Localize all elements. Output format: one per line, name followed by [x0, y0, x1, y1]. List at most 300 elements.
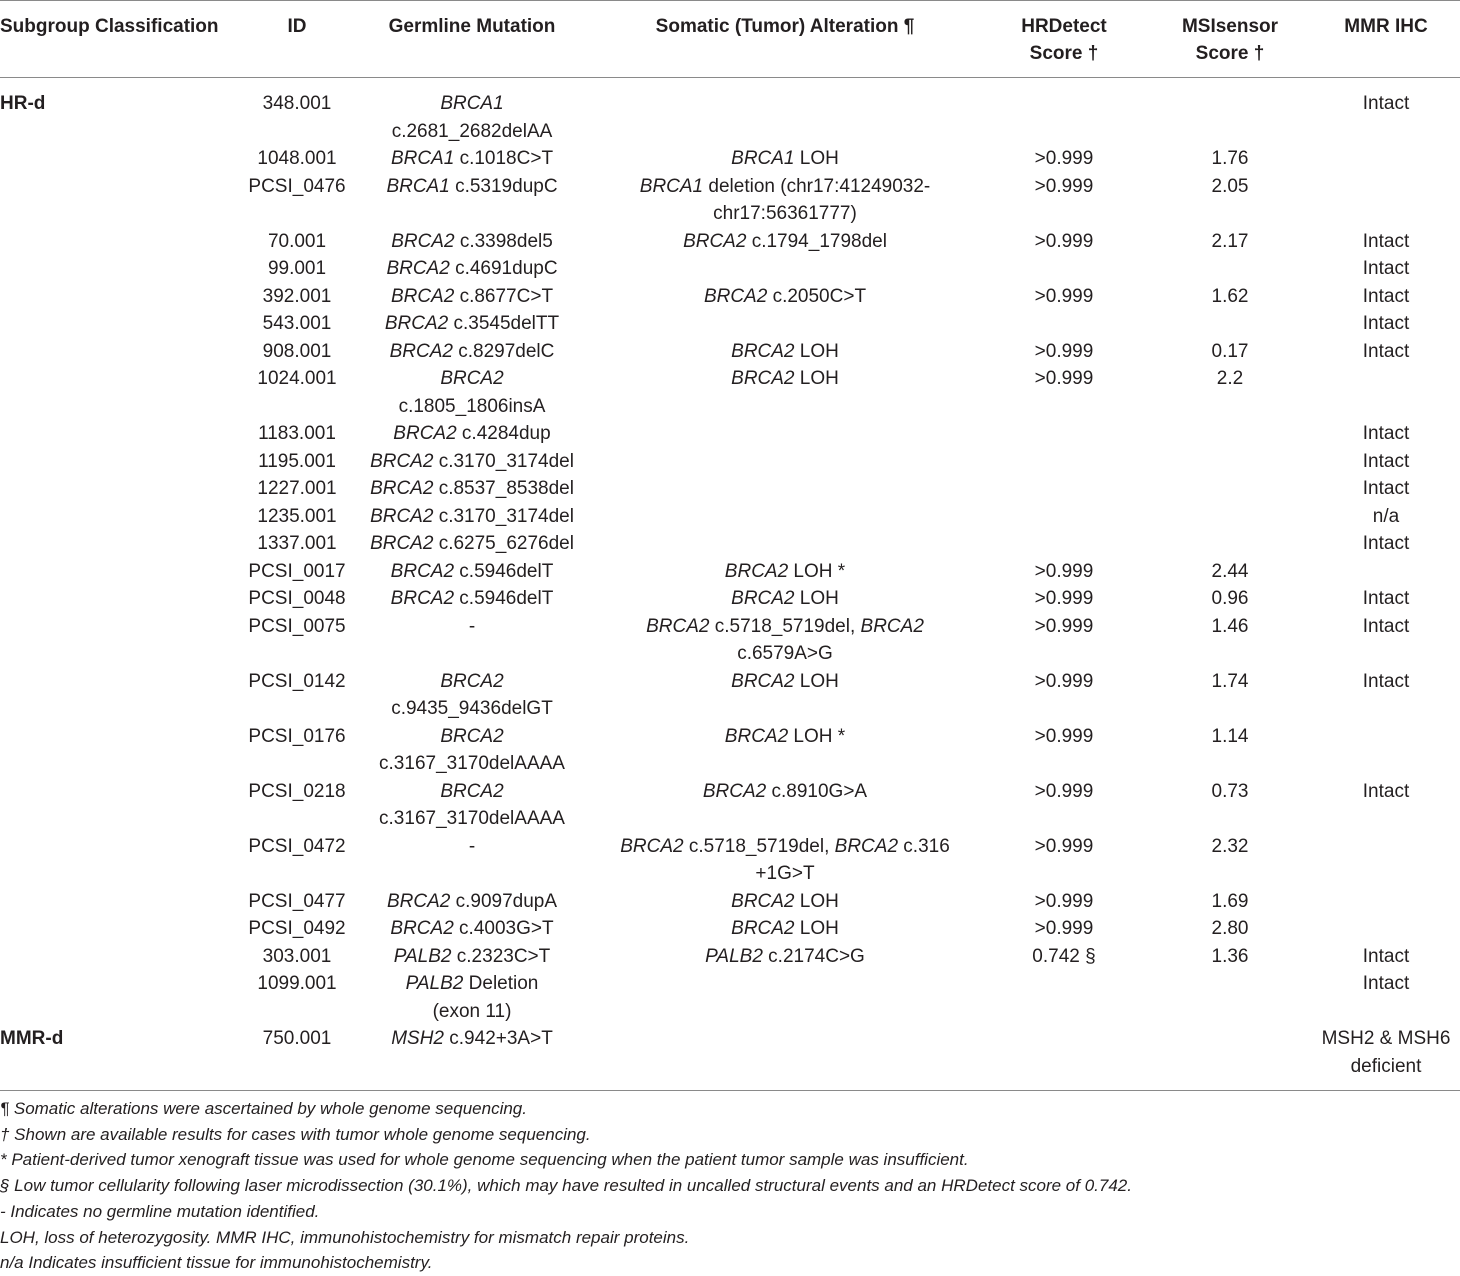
somatic-cell — [590, 888, 980, 916]
mmr-ihc-cell — [1312, 338, 1460, 366]
variant-text: c.2681_2682delAA — [391, 120, 553, 142]
id-cell: PCSI_0048 — [248, 588, 346, 609]
variant-text: LOH — [794, 148, 839, 169]
subgroup-cell — [0, 310, 240, 338]
variant-text: c.2174C>G — [762, 945, 865, 967]
hrdetect-cell: >0.999 — [1034, 835, 1094, 857]
hrdetect-cell — [980, 970, 1148, 1025]
variant-text: Deletion — [463, 973, 539, 994]
subgroup-cell — [0, 228, 240, 256]
germline-cell — [354, 255, 590, 283]
somatic-cell — [590, 613, 980, 668]
table-row — [0, 833, 1460, 888]
footnote: * Patient-derived tumor xenograft tissue was used for whole genome sequencing when the patient tumor sample was insufficient. — [0, 1150, 969, 1170]
header-msisensor — [1148, 1, 1312, 78]
mmr-ihc-cell — [1312, 778, 1460, 833]
hrdetect-cell: >0.999 — [1034, 340, 1094, 362]
table-row — [0, 228, 1460, 256]
gene-name: BRCA2 — [440, 670, 504, 692]
cell-line: Intact — [1362, 93, 1410, 114]
gene-name: BRCA2 — [724, 560, 789, 582]
cell-line — [354, 228, 590, 256]
gene-name: BRCA2 — [703, 285, 768, 307]
table-row — [0, 558, 1460, 586]
gene-name: BRCA2 — [390, 588, 455, 609]
gene-name: BRCA2 — [731, 340, 795, 362]
msisensor-cell: 0.96 — [1211, 588, 1249, 609]
germline-cell — [354, 558, 590, 586]
variant-text: LOH — [794, 890, 839, 912]
msisensor-cell: 2.17 — [1211, 230, 1249, 252]
subgroup-cell — [0, 530, 240, 558]
gene-name: BRCA2 — [390, 285, 455, 307]
mmr-ihc-cell — [1312, 970, 1460, 1025]
somatic-cell — [590, 283, 980, 311]
table-row — [0, 778, 1460, 833]
cell-line — [590, 228, 980, 256]
gene-name: BRCA2 — [731, 890, 795, 912]
variant-text: LOH * — [788, 725, 846, 747]
germline-cell — [354, 420, 590, 448]
footnotes — [0, 1096, 1460, 1276]
table-row — [0, 145, 1460, 173]
table-row — [0, 255, 1460, 283]
gene-name: BRCA1 — [390, 148, 455, 169]
subgroup-cell — [0, 255, 240, 283]
cell-line — [354, 778, 590, 806]
hrdetect-cell: >0.999 — [1034, 175, 1094, 197]
cell-line — [354, 943, 590, 971]
variant-text: c.8297delC — [452, 340, 555, 362]
gene-name: BRCA2 — [370, 450, 434, 472]
id-cell: PCSI_0142 — [248, 670, 346, 692]
header-line: Subgroup Classification — [0, 16, 219, 37]
hrdetect-cell: >0.999 — [1034, 670, 1094, 692]
gene-name: BRCA1 — [731, 148, 795, 169]
msisensor-cell: 0.17 — [1211, 340, 1249, 362]
gene-name: BRCA2 — [390, 918, 454, 939]
mmr-ihc-cell — [1312, 145, 1460, 173]
mmr-ihc-cell — [1312, 310, 1460, 338]
mmr-ihc-cell — [1312, 833, 1460, 888]
cell-line — [354, 145, 590, 173]
cell-line — [354, 695, 590, 723]
gene-name: PALB2 — [705, 945, 763, 967]
cell-line — [354, 255, 590, 283]
gene-name: BRCA2 — [731, 368, 795, 389]
cell-line — [590, 860, 980, 888]
gene-name: BRCA2 — [391, 230, 455, 252]
variant-text: c.1805_1806insA — [398, 395, 546, 417]
header-line: Score † — [1029, 43, 1099, 64]
gene-name: BRCA1 — [639, 175, 704, 197]
somatic-cell — [590, 1025, 980, 1091]
table-row — [0, 585, 1460, 613]
cell-line — [354, 585, 590, 613]
cell-line: Intact — [1362, 258, 1410, 279]
cell-line — [354, 420, 590, 448]
hrdetect-cell: >0.999 — [1034, 780, 1094, 802]
cell-line — [354, 998, 590, 1026]
variant-text: c.8677C>T — [454, 285, 554, 307]
variant-text: deletion (chr17:41249032- — [703, 175, 931, 197]
germline-cell — [354, 173, 590, 228]
id-cell: 70.001 — [267, 230, 327, 252]
cell-line — [354, 283, 590, 311]
cell-line: Intact — [1362, 533, 1410, 554]
hrdetect-cell — [980, 255, 1148, 283]
gene-name: BRCA2 — [390, 560, 455, 582]
subgroup-cell — [0, 420, 240, 448]
id-cell: 1337.001 — [257, 533, 337, 554]
subgroup-cell — [0, 943, 240, 971]
somatic-cell — [590, 255, 980, 283]
hrdetect-cell — [980, 503, 1148, 531]
cell-line — [590, 723, 980, 751]
msisensor-cell: 2.80 — [1211, 918, 1249, 939]
germline-cell — [354, 723, 590, 778]
id-cell: PCSI_0176 — [248, 725, 346, 747]
msisensor-cell: 2.44 — [1211, 560, 1249, 582]
gene-name: BRCA2 — [731, 588, 795, 609]
msisensor-cell — [1148, 530, 1312, 558]
variant-text: LOH — [794, 368, 839, 389]
somatic-cell — [590, 833, 980, 888]
gene-name: PALB2 — [393, 945, 452, 967]
cell-line — [354, 90, 590, 118]
header-mmr-ihc — [1312, 1, 1460, 78]
table-row — [0, 530, 1460, 558]
hrdetect-cell — [980, 78, 1148, 146]
somatic-cell — [590, 558, 980, 586]
subgroup-cell — [0, 723, 240, 778]
mmr-ihc-cell — [1312, 585, 1460, 613]
cell-line: deficient — [1350, 1055, 1422, 1077]
subgroup-cell — [0, 668, 240, 723]
variant-text: c.5946delT — [454, 560, 554, 582]
germline-cell — [354, 530, 590, 558]
id-cell: 392.001 — [262, 285, 332, 307]
cell-line — [590, 558, 980, 586]
subgroup-cell: HR-d — [0, 93, 46, 114]
id-cell: 1024.001 — [257, 368, 337, 389]
variant-text: c.942+3A>T — [444, 1028, 553, 1049]
variant-text: c.1018C>T — [454, 148, 554, 169]
id-cell: 750.001 — [262, 1028, 332, 1049]
header-line: MMR IHC — [1344, 16, 1428, 37]
somatic-cell — [590, 78, 980, 146]
header-hrdetect — [980, 1, 1148, 78]
header-line: Germline Mutation — [388, 16, 556, 37]
variant-text: c.316 — [898, 835, 950, 857]
msisensor-cell — [1148, 310, 1312, 338]
gene-name: BRCA2 — [389, 340, 453, 362]
msisensor-cell — [1148, 448, 1312, 476]
somatic-cell — [590, 145, 980, 173]
gene-name: BRCA2 — [731, 918, 795, 939]
header-germline — [354, 1, 590, 78]
subgroup-cell — [0, 448, 240, 476]
cell-line — [590, 888, 980, 916]
msisensor-cell: 2.05 — [1211, 175, 1249, 197]
msisensor-cell: 2.32 — [1211, 835, 1249, 857]
msisensor-cell: 1.14 — [1211, 725, 1249, 747]
cell-line: Intact — [1362, 230, 1410, 252]
cell-line — [590, 173, 980, 201]
msisensor-cell — [1148, 78, 1312, 146]
variant-text: chr17:56361777) — [713, 203, 857, 224]
variant-text: c.9435_9436delGT — [391, 698, 553, 719]
cell-line — [590, 668, 980, 696]
msisensor-cell: 0.73 — [1211, 780, 1249, 802]
hrdetect-cell — [980, 310, 1148, 338]
variant-text: c.5319dupC — [449, 175, 558, 197]
subgroup-cell — [0, 613, 240, 668]
subgroup-cell — [0, 558, 240, 586]
footnote: ¶ Somatic alterations were ascertained by whole genome sequencing. — [0, 1099, 527, 1118]
msisensor-cell: 1.62 — [1211, 285, 1249, 307]
hrdetect-cell — [980, 448, 1148, 476]
cell-line — [354, 613, 590, 641]
header-line: MSIsensor — [1181, 16, 1279, 37]
cell-line — [590, 915, 980, 943]
variant-text: c.8910G>A — [766, 780, 868, 802]
table-row — [0, 915, 1460, 943]
hrdetect-cell — [980, 420, 1148, 448]
gene-name: PALB2 — [405, 973, 464, 994]
mmr-ihc-cell — [1312, 365, 1460, 420]
cell-line: Intact — [1362, 973, 1410, 994]
hrdetect-cell: >0.999 — [1034, 725, 1094, 747]
cell-line: MSH2 & MSH6 — [1321, 1028, 1451, 1049]
germline-cell — [354, 778, 590, 833]
msisensor-cell: 1.46 — [1211, 615, 1249, 637]
subgroup-cell — [0, 585, 240, 613]
id-cell: 1227.001 — [257, 478, 337, 499]
hrdetect-cell: >0.999 — [1034, 148, 1094, 169]
variant-text: LOH — [794, 340, 839, 362]
germline-cell — [354, 283, 590, 311]
germline-cell — [354, 668, 590, 723]
gene-name: BRCA2 — [834, 835, 899, 857]
variant-text: c.5718_5719del, — [683, 835, 835, 857]
cell-line — [354, 448, 590, 476]
gene-name: BRCA2 — [702, 780, 767, 802]
subgroup-cell: MMR-d — [0, 1028, 64, 1049]
mmr-ihc-cell — [1312, 420, 1460, 448]
cell-line: Intact — [1362, 450, 1410, 472]
germline-cell — [354, 915, 590, 943]
germline-cell — [354, 970, 590, 1025]
variant-text: c.3170_3174del — [433, 505, 574, 527]
cell-line — [354, 310, 590, 338]
table-body — [0, 78, 1460, 1091]
subgroup-cell — [0, 970, 240, 1025]
somatic-cell — [590, 420, 980, 448]
gene-name: BRCA2 — [683, 230, 747, 252]
cell-line — [354, 750, 590, 778]
table-row — [0, 613, 1460, 668]
germline-cell — [354, 145, 590, 173]
variant-text: +1G>T — [755, 863, 815, 884]
table-row — [0, 448, 1460, 476]
table-row — [0, 668, 1460, 723]
table-row — [0, 723, 1460, 778]
hrdetect-cell: >0.999 — [1034, 918, 1094, 939]
germline-cell — [354, 888, 590, 916]
hrdetect-cell — [980, 530, 1148, 558]
table-row — [0, 173, 1460, 228]
cell-line — [354, 668, 590, 696]
gene-name: BRCA2 — [370, 478, 434, 499]
somatic-cell — [590, 970, 980, 1025]
gene-name: BRCA2 — [731, 670, 795, 692]
hrdetect-cell: 0.742 § — [1032, 945, 1096, 967]
mmr-ihc-cell — [1312, 475, 1460, 503]
somatic-cell — [590, 530, 980, 558]
subgroup-cell — [0, 915, 240, 943]
gene-name: BRCA2 — [393, 423, 457, 444]
variant-text: c.2323C>T — [451, 945, 551, 967]
subgroup-cell — [0, 475, 240, 503]
mmr-ihc-cell — [1312, 173, 1460, 228]
germline-cell — [354, 613, 590, 668]
somatic-cell — [590, 338, 980, 366]
cell-line — [590, 613, 980, 641]
cell-line — [590, 778, 980, 806]
id-cell: 1235.001 — [257, 505, 337, 527]
id-cell: 348.001 — [262, 93, 332, 114]
cell-line — [590, 365, 980, 393]
mmr-ihc-cell — [1312, 530, 1460, 558]
msisensor-cell: 1.76 — [1211, 148, 1249, 169]
subgroup-cell — [0, 283, 240, 311]
gene-name: BRCA2 — [440, 368, 504, 389]
mmr-ihc-cell — [1312, 78, 1460, 146]
cell-line — [354, 915, 590, 943]
subgroup-cell — [0, 145, 240, 173]
msisensor-cell — [1148, 420, 1312, 448]
gene-name: MSH2 — [391, 1028, 444, 1049]
germline-cell — [354, 310, 590, 338]
gene-name: BRCA2 — [370, 505, 434, 527]
mmr-ihc-cell — [1312, 448, 1460, 476]
hrdetect-cell — [980, 475, 1148, 503]
table-row — [0, 1025, 1460, 1091]
germline-cell — [354, 475, 590, 503]
cell-line — [590, 585, 980, 613]
hrdetect-cell: >0.999 — [1034, 368, 1094, 389]
id-cell: PCSI_0017 — [248, 560, 346, 582]
id-cell: 1195.001 — [258, 450, 336, 472]
mmr-ihc-cell — [1312, 558, 1460, 586]
somatic-cell — [590, 228, 980, 256]
variant-text: c.6275_6276del — [433, 533, 574, 554]
variant-text: c.3545delTT — [448, 313, 560, 334]
id-cell: PCSI_0075 — [248, 615, 346, 637]
mmr-ihc-cell — [1312, 283, 1460, 311]
cell-line — [354, 393, 590, 421]
subgroup-cell — [0, 338, 240, 366]
subgroup-cell — [0, 365, 240, 420]
msisensor-cell — [1148, 255, 1312, 283]
germline-cell — [354, 503, 590, 531]
id-cell: PCSI_0476 — [248, 175, 346, 197]
table-row — [0, 475, 1460, 503]
variant-text: c.3398del5 — [454, 230, 553, 252]
msisensor-cell — [1148, 1025, 1312, 1091]
germline-cell — [354, 585, 590, 613]
somatic-cell — [590, 503, 980, 531]
cell-line — [354, 173, 590, 201]
cell-line — [354, 365, 590, 393]
variant-text: LOH — [794, 918, 839, 939]
germline-cell — [354, 448, 590, 476]
gene-name: BRCA2 — [860, 615, 924, 637]
somatic-cell — [590, 365, 980, 420]
cell-line — [590, 943, 980, 971]
gene-name: BRCA2 — [440, 725, 504, 747]
somatic-cell — [590, 585, 980, 613]
id-cell: 1048.001 — [257, 148, 337, 169]
cell-line: Intact — [1362, 340, 1410, 362]
variant-text: LOH — [794, 588, 839, 609]
table-row — [0, 943, 1460, 971]
cell-line — [354, 503, 590, 531]
msisensor-cell: 1.69 — [1211, 890, 1249, 912]
cell-line — [354, 530, 590, 558]
id-cell: PCSI_0477 — [248, 890, 346, 912]
variant-text: c.3167_3170delAAAA — [379, 808, 565, 829]
cell-line: Intact — [1362, 285, 1410, 307]
germline-cell — [354, 943, 590, 971]
msisensor-cell: 1.74 — [1211, 670, 1249, 692]
variant-text: c.4003G>T — [453, 918, 554, 939]
mmr-ihc-cell — [1312, 943, 1460, 971]
id-cell: PCSI_0218 — [248, 780, 346, 802]
germline-cell — [354, 1025, 590, 1091]
somatic-cell — [590, 173, 980, 228]
variant-text: c.6579A>G — [737, 643, 833, 664]
table-row — [0, 970, 1460, 1025]
hrdetect-cell: >0.999 — [1034, 890, 1094, 912]
id-cell: 99.001 — [267, 258, 327, 279]
germline-cell — [354, 78, 590, 146]
cell-line: Intact — [1362, 780, 1410, 802]
table-row — [0, 888, 1460, 916]
gene-name: BRCA2 — [646, 615, 710, 637]
header-somatic — [590, 1, 980, 78]
header-subgroup — [0, 1, 240, 78]
header-row — [0, 1, 1460, 78]
cell-line — [354, 475, 590, 503]
header-line: HRDetect — [1021, 16, 1107, 37]
cell-line — [590, 283, 980, 311]
cell-line: Intact — [1362, 945, 1410, 967]
mmr-ihc-cell — [1312, 613, 1460, 668]
mmr-ihc-cell — [1312, 228, 1460, 256]
mmr-ihc-cell — [1312, 255, 1460, 283]
cell-line — [590, 338, 980, 366]
cell-line — [590, 200, 980, 228]
variant-text: c.5946delT — [454, 588, 554, 609]
table-row — [0, 338, 1460, 366]
somatic-cell — [590, 448, 980, 476]
variant-text: LOH * — [788, 560, 846, 582]
variant-text: c.2050C>T — [767, 285, 867, 307]
cell-line — [354, 558, 590, 586]
table-row — [0, 365, 1460, 420]
